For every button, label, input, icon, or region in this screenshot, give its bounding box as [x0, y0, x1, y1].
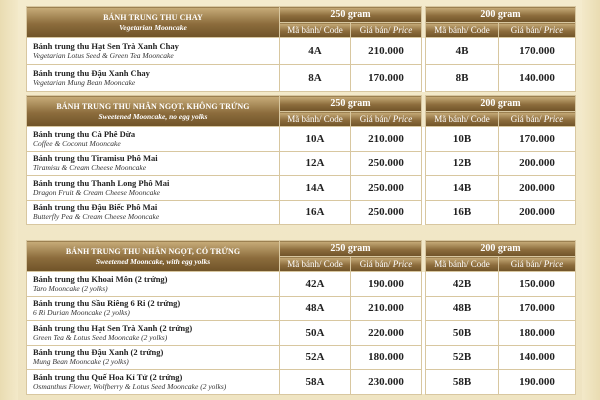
product-name-cell — [27, 296, 280, 321]
table-row — [27, 176, 576, 201]
code-250: 16A — [280, 200, 351, 225]
section-title: BÁNH TRUNG THU CHAY — [103, 12, 203, 22]
product-name-cell — [27, 38, 280, 65]
section-title: BÁNH TRUNG THU NHÂN NGỌT, KHÔNG TRỨNG — [56, 101, 250, 111]
code-column-header: Mã bánh/ Code — [280, 112, 351, 127]
product-name-en: Green Tea & Lotus Seed Mooncake (2 yolks) — [33, 332, 168, 342]
section-header — [27, 241, 280, 272]
price-200: 140.000 — [499, 345, 576, 370]
section-subtitle: Sweetened Mooncake, with egg yolks — [95, 256, 211, 266]
table-row — [27, 200, 576, 225]
section-title: BÁNH TRUNG THU NHÂN NGỌT, CÓ TRỨNG — [65, 246, 241, 256]
price-250: 210.000 — [351, 296, 422, 321]
product-name-en: Vegetarian Lotus Seed & Green Tea Mooncake — [33, 51, 174, 60]
table-row — [27, 151, 576, 176]
product-name-cell — [27, 65, 280, 92]
code-column-header: Mã bánh/ Code — [426, 257, 499, 272]
section-subtitle: Vegetarian Mooncake — [119, 22, 187, 32]
code-200: 16B — [426, 200, 499, 225]
section-header — [27, 96, 280, 127]
code-column-header: Mã bánh/ Code — [280, 23, 351, 38]
code-column-header: Mã bánh/ Code — [426, 112, 499, 127]
product-name-vn: Bánh trung thu Khoai Môn (2 trứng) — [33, 273, 168, 284]
code-250: 52A — [280, 345, 351, 370]
price-200: 200.000 — [499, 151, 576, 176]
product-name-cell — [27, 200, 280, 225]
product-name-en: Tiramisu & Cream Cheese Mooncake — [33, 163, 147, 173]
table-row — [27, 38, 576, 65]
product-name-cell — [27, 321, 280, 346]
price-250: 250.000 — [351, 151, 422, 176]
price-250: 250.000 — [351, 200, 422, 225]
code-200: 14B — [426, 176, 499, 201]
code-250: 10A — [280, 127, 351, 152]
table-row — [27, 345, 576, 370]
product-name-en: Butterfly Pea & Cream Cheese Mooncake — [33, 212, 160, 222]
code-250: 50A — [280, 321, 351, 346]
price-250: 230.000 — [351, 370, 422, 395]
product-name-cell — [27, 176, 280, 201]
code-250: 48A — [280, 296, 351, 321]
price-200: 170.000 — [499, 127, 576, 152]
weight-250-header: 250 gram — [280, 241, 422, 257]
price-200: 170.000 — [499, 38, 576, 65]
code-250: 42A — [280, 272, 351, 297]
price-250: 210.000 — [351, 38, 422, 65]
price-200: 140.000 — [499, 65, 576, 92]
price-200: 200.000 — [499, 176, 576, 201]
price-column-header: Giá bán/ Price — [499, 112, 576, 127]
product-name-vn: Bánh trung thu Đậu Biếc Phô Mai — [33, 202, 158, 213]
price-250: 250.000 — [351, 176, 422, 201]
product-name-en: Dragon Fruit & Cream Cheese Mooncake — [33, 187, 160, 197]
product-name-vn: Bánh trung thu Đậu Xanh (2 trứng) — [33, 347, 164, 358]
code-200: 4B — [426, 38, 499, 65]
price-200: 200.000 — [499, 200, 576, 225]
product-name-en: Taro Mooncake (2 yolks) — [33, 283, 108, 293]
product-name-en: 6 Ri Durian Mooncake (2 yolks) — [33, 308, 130, 318]
code-200: 10B — [426, 127, 499, 152]
product-name-vn: Bánh trung thu Hạt Sen Trà Xanh (2 trứng) — [33, 322, 193, 333]
product-name-cell — [27, 151, 280, 176]
table-row — [27, 272, 576, 297]
price-250: 190.000 — [351, 272, 422, 297]
code-200: 52B — [426, 345, 499, 370]
code-250: 12A — [280, 151, 351, 176]
code-250: 14A — [280, 176, 351, 201]
section-table — [26, 95, 576, 225]
product-name-cell — [27, 127, 280, 152]
price-column-header: Giá bán/ Price — [499, 23, 576, 38]
product-name-vn: Bánh trung thu Đậu Xanh Chay — [33, 68, 150, 78]
code-column-header: Mã bánh/ Code — [426, 23, 499, 38]
table-row — [27, 65, 576, 92]
right-border — [582, 0, 600, 400]
weight-250-header: 250 gram — [280, 96, 422, 112]
section-subtitle: Sweetened Mooncake, no egg yolks — [98, 111, 208, 121]
code-250: 4A — [280, 38, 351, 65]
price-200: 180.000 — [499, 321, 576, 346]
section-table — [26, 240, 576, 395]
price-250: 220.000 — [351, 321, 422, 346]
code-200: 12B — [426, 151, 499, 176]
weight-200-header: 200 gram — [426, 7, 576, 23]
product-name-en: Vegetarian Mung Bean Mooncake — [33, 78, 136, 87]
price-250: 210.000 — [351, 127, 422, 152]
product-name-cell — [27, 272, 280, 297]
product-name-vn: Bánh trung thu Tiramisu Phô Mai — [33, 153, 158, 164]
product-name-cell — [27, 370, 280, 395]
code-250: 58A — [280, 370, 351, 395]
code-200: 42B — [426, 272, 499, 297]
product-name-cell — [27, 345, 280, 370]
code-column-header: Mã bánh/ Code — [280, 257, 351, 272]
price-column-header: Giá bán/ Price — [351, 112, 422, 127]
price-column-header: Giá bán/ Price — [351, 257, 422, 272]
weight-250-header: 250 gram — [280, 7, 422, 23]
product-name-vn: Bánh trung thu Quế Hoa Kỉ Tử (2 trứng) — [33, 371, 183, 382]
left-border — [0, 0, 18, 400]
product-name-vn: Bánh trung thu Sầu Riêng 6 Ri (2 trứng) — [33, 298, 181, 309]
code-250: 8A — [280, 65, 351, 92]
code-200: 58B — [426, 370, 499, 395]
price-200: 150.000 — [499, 272, 576, 297]
code-200: 50B — [426, 321, 499, 346]
weight-200-header: 200 gram — [426, 241, 576, 257]
table-row — [27, 321, 576, 346]
section-table — [26, 6, 576, 92]
product-name-vn: Bánh trung thu Hạt Sen Trà Xanh Chay — [33, 41, 179, 51]
product-name-vn: Bánh trung thu Thanh Long Phô Mai — [33, 177, 170, 188]
price-column-header: Giá bán/ Price — [499, 257, 576, 272]
product-name-en: Coffee & Coconut Mooncake — [33, 138, 121, 148]
price-200: 170.000 — [499, 296, 576, 321]
price-250: 180.000 — [351, 345, 422, 370]
price-column-header: Giá bán/ Price — [351, 23, 422, 38]
code-200: 48B — [426, 296, 499, 321]
table-row — [27, 296, 576, 321]
product-name-vn: Bánh trung thu Cà Phê Dừa — [33, 128, 136, 139]
code-200: 8B — [426, 65, 499, 92]
table-row — [27, 127, 576, 152]
product-name-en: Osmanthus Flower, Wolfberry & Lotus Seed Mooncake (2 yolks) — [33, 381, 227, 391]
price-250: 170.000 — [351, 65, 422, 92]
product-name-en: Mung Bean Mooncake (2 yolks) — [33, 357, 129, 367]
weight-200-header: 200 gram — [426, 96, 576, 112]
section-header — [27, 7, 280, 38]
table-row — [27, 370, 576, 395]
price-200: 190.000 — [499, 370, 576, 395]
